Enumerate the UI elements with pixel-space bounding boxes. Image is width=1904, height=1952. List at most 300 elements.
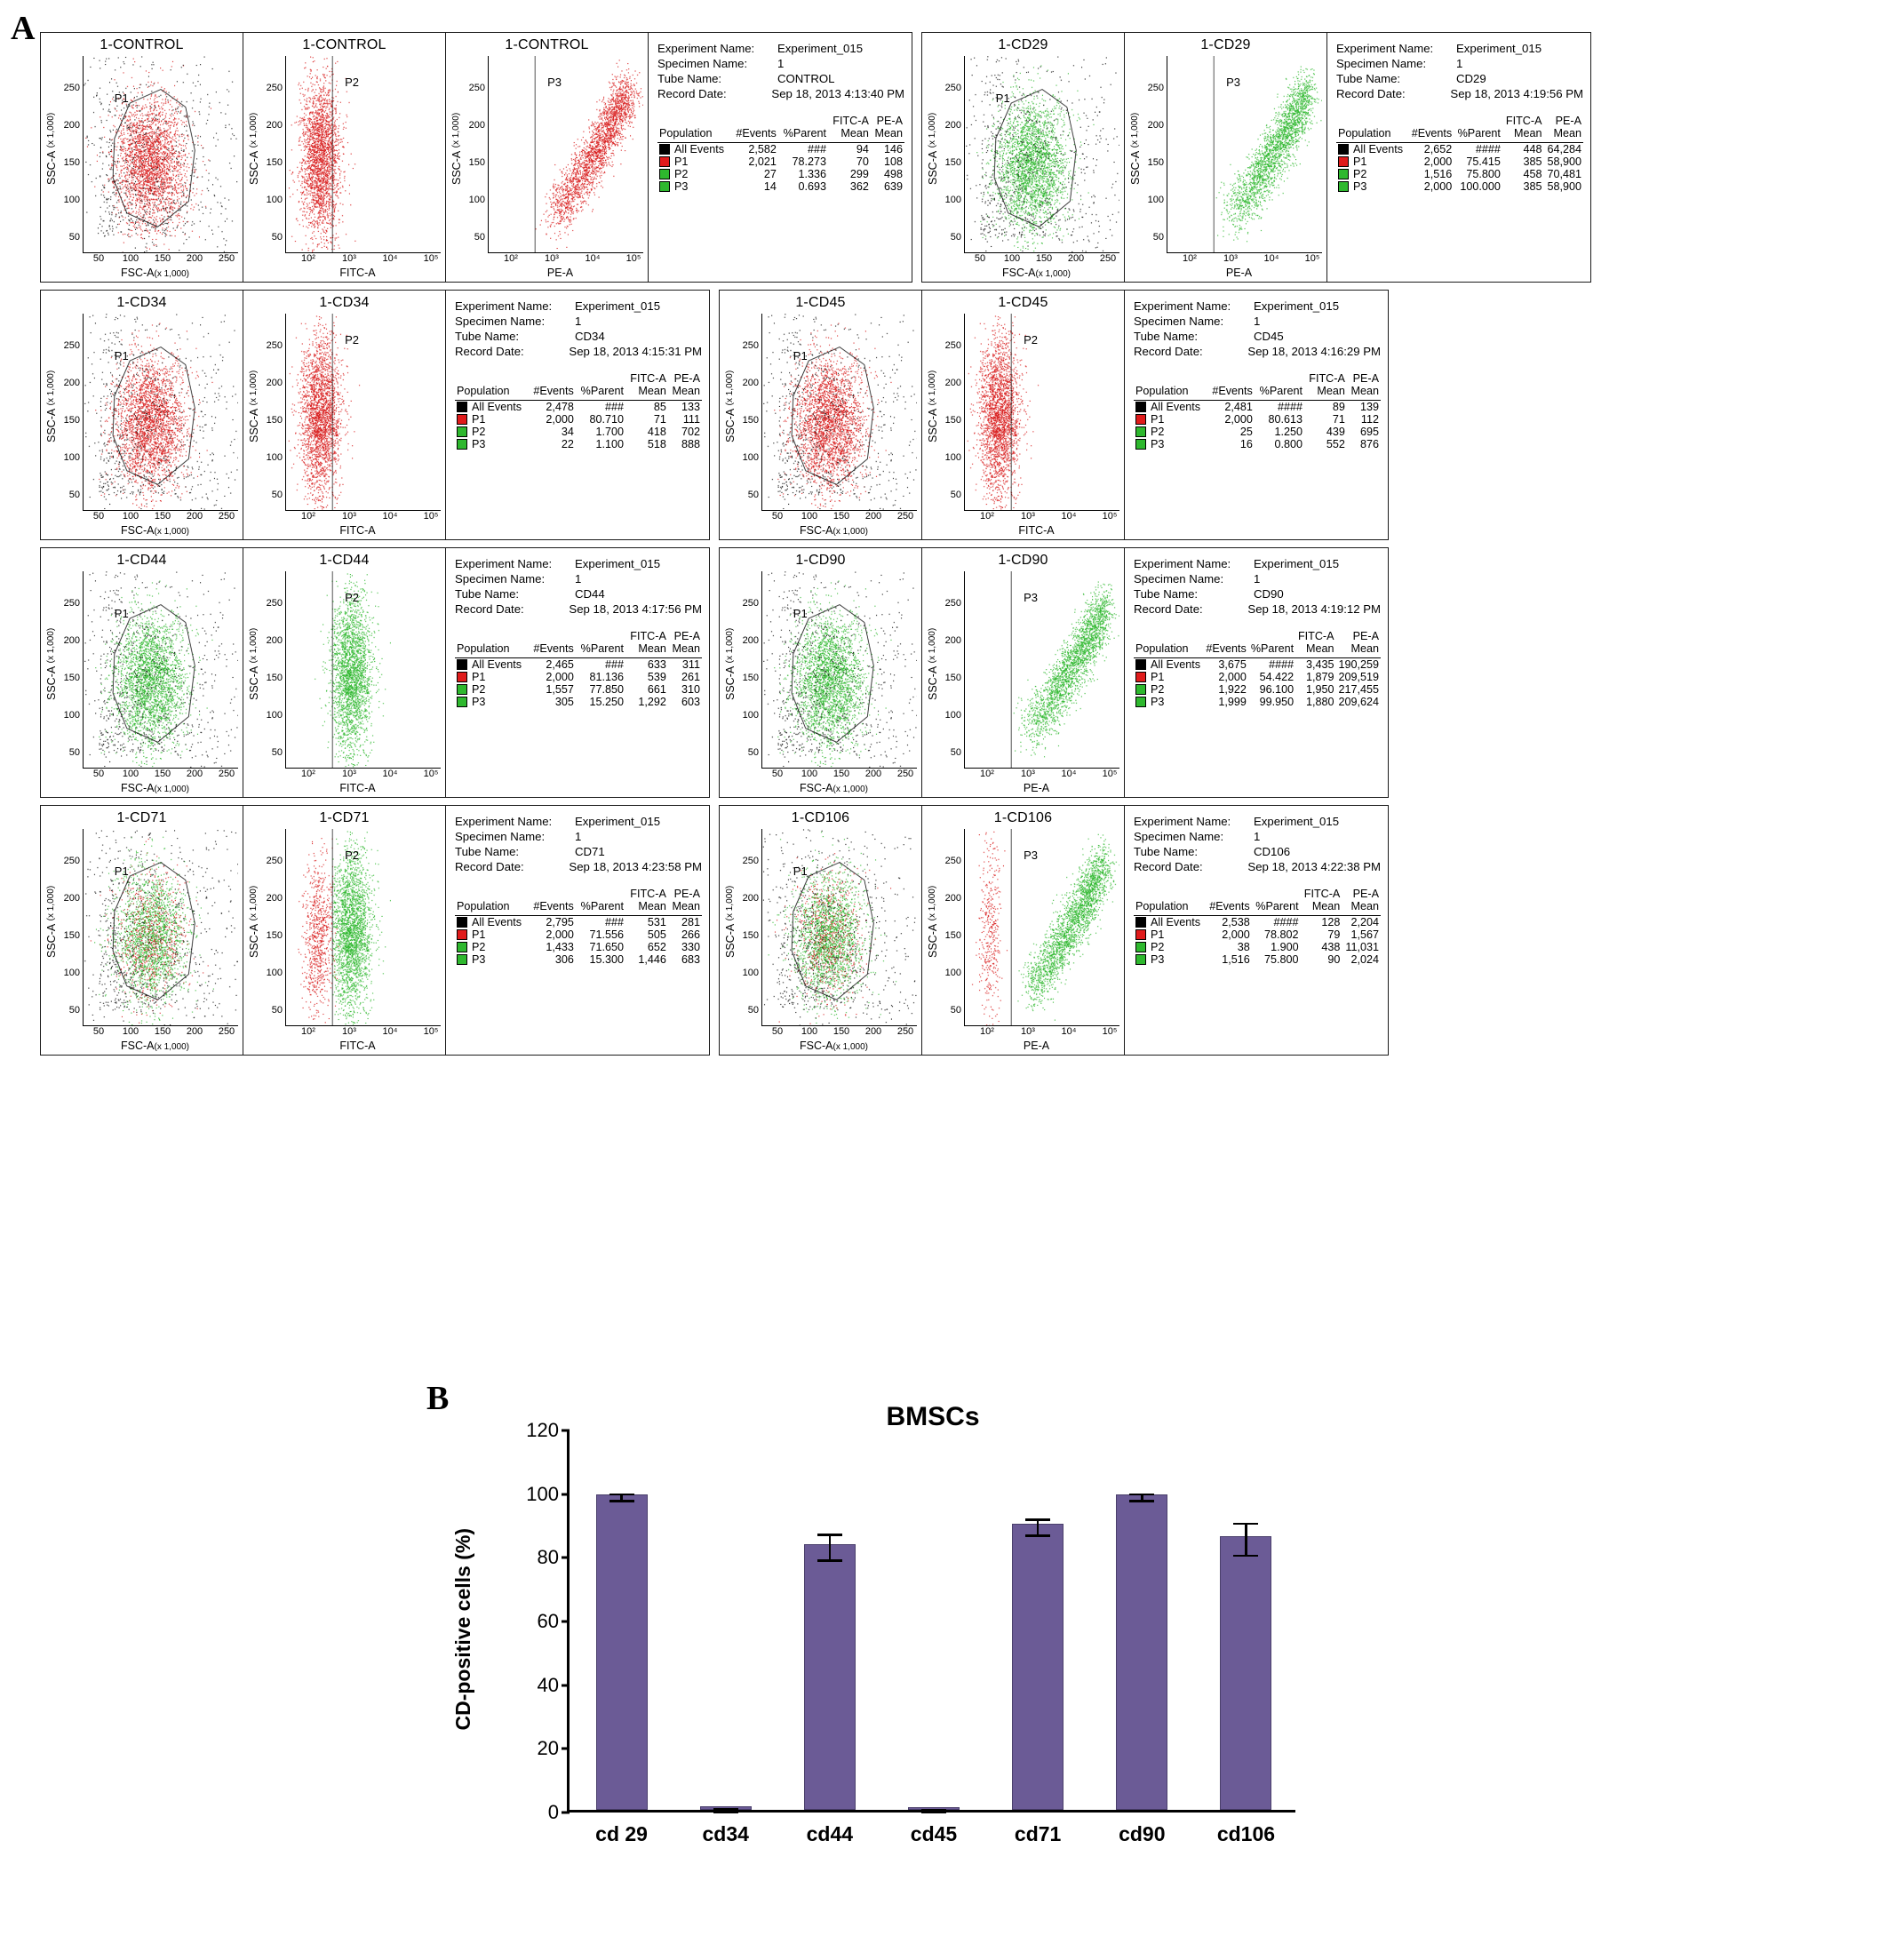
y-tick: 50 <box>747 1005 759 1016</box>
stats-meta-label: Specimen Name: <box>1134 830 1224 843</box>
dot-plot-title: 1-CONTROL <box>302 37 386 52</box>
dot-plot-control-2 <box>243 33 446 282</box>
population-label: P2 <box>472 682 486 696</box>
flow-group-cd44 <box>40 547 710 798</box>
y-tick: 50 <box>1152 232 1164 243</box>
x-axis-ticks <box>285 511 441 524</box>
y-tick: 200 <box>63 378 80 388</box>
y-axis-label <box>724 829 738 1026</box>
population-cell <box>455 438 529 450</box>
table-row <box>1134 400 1381 413</box>
pe-mean-cell: 281 <box>681 915 700 928</box>
stats-meta-label: Experiment Name: <box>1134 299 1231 313</box>
y-axis-name: SSC-A <box>927 408 939 442</box>
col-header-fitc-mean: Mean <box>638 642 666 655</box>
col-spacer2 <box>1407 115 1454 127</box>
table-row <box>657 180 904 193</box>
table-row <box>455 413 702 426</box>
y-tick: 50 <box>271 232 283 243</box>
y-tick: 150 <box>944 415 961 426</box>
stats-table <box>1134 372 1381 450</box>
x-tick: 10⁴ <box>1061 1026 1077 1037</box>
flow-cytometry-panel <box>40 32 1866 1063</box>
dot-plot-title: 1-CD45 <box>795 295 846 310</box>
fitc-mean-cell: 79 <box>1327 928 1341 941</box>
stats-table <box>657 115 904 193</box>
events-cell: 2,000 <box>1423 155 1453 168</box>
col-header-pe: PE-A <box>1555 115 1581 127</box>
col-header-events: #Events <box>533 900 574 912</box>
pe-mean-cell: 1,567 <box>1350 928 1379 941</box>
gate-label: P2 <box>345 76 360 90</box>
y-tick: 100 <box>1147 195 1164 205</box>
population-label: P2 <box>1151 682 1165 696</box>
population-color-swatch <box>457 929 467 940</box>
x-tick: 10² <box>301 769 315 779</box>
y-axis-scale: (x 1,000) <box>725 885 735 920</box>
chart-bar <box>1116 1494 1167 1810</box>
col-header-fitc-mean: Mean <box>1317 385 1345 397</box>
x-tick: 200 <box>186 253 203 264</box>
events-cell: 22 <box>561 437 574 450</box>
percent-parent-cell: 0.800 <box>1274 437 1303 450</box>
col-header-fitc-mean: Mean <box>840 127 869 139</box>
fitc-mean-cell: 89 <box>1332 400 1345 413</box>
stats-meta-value: 1 <box>777 57 785 70</box>
col-header-pe: PE-A <box>1352 372 1379 385</box>
fitc-mean-cell: 418 <box>647 425 666 438</box>
population-color-swatch <box>1135 426 1146 437</box>
x-tick: 50 <box>92 253 105 264</box>
y-tick: 50 <box>271 747 283 758</box>
percent-parent-cell: 81.136 <box>589 670 624 683</box>
dot-plot-control-1 <box>41 33 243 282</box>
population-color-swatch <box>457 426 467 437</box>
x-tick: 10⁵ <box>1102 511 1118 522</box>
y-axis-name: SSC-A <box>248 923 260 958</box>
pe-mean-cell: 146 <box>883 142 903 155</box>
fitc-mean-cell: 448 <box>1523 142 1542 155</box>
chart-error-bar <box>1037 1518 1040 1534</box>
y-tick: 200 <box>944 635 961 646</box>
stats-meta-row <box>455 299 702 313</box>
x-tick: 10⁵ <box>1102 769 1118 779</box>
y-tick: 250 <box>944 340 961 351</box>
y-axis-name: SSC-A <box>927 665 939 700</box>
flow-group-cd90 <box>719 547 1389 798</box>
fitc-mean-cell: 70 <box>856 155 869 168</box>
y-axis-scale: (x 1,000) <box>46 885 56 920</box>
panel-b-letter: B <box>426 1380 450 1417</box>
y-axis-name: SSC-A <box>248 408 260 442</box>
stats-panel-cd29 <box>1327 33 1590 282</box>
y-axis-ticks <box>262 829 285 1026</box>
x-tick: 10³ <box>342 511 356 522</box>
x-tick: 250 <box>896 769 914 779</box>
col-header-parent: %Parent <box>580 642 624 655</box>
population-color-swatch <box>457 402 467 412</box>
events-cell: 305 <box>554 695 574 708</box>
x-tick: 10⁵ <box>423 1026 439 1037</box>
x-tick: 50 <box>92 511 105 522</box>
y-axis-ticks <box>60 829 83 1026</box>
flow-row-1 <box>40 32 1866 283</box>
table-row <box>455 696 702 708</box>
stats-meta-value: Sep 18, 2013 4:19:56 PM <box>1450 87 1583 100</box>
dot-plot-canvas <box>761 571 917 769</box>
y-tick: 100 <box>742 968 759 978</box>
col-spacer3 <box>1252 888 1301 900</box>
stats-meta-label: Tube Name: <box>455 330 520 343</box>
col-header-parent: %Parent <box>580 900 624 912</box>
col-header-parent: %Parent <box>783 127 826 139</box>
dot-plot-canvas <box>285 571 441 769</box>
col-header-pe: PE-A <box>673 888 700 900</box>
stats-meta-row <box>1134 815 1381 828</box>
y-axis-label <box>927 314 941 511</box>
y-axis-name: SSC-A <box>450 150 463 185</box>
x-axis-label: FITC-A <box>339 267 376 279</box>
y-tick: 200 <box>944 378 961 388</box>
population-label: P1 <box>1353 155 1367 168</box>
population-color-swatch <box>659 144 670 155</box>
population-cell <box>455 941 529 953</box>
percent-parent-cell: 1.700 <box>595 425 624 438</box>
dot-plot-canvas <box>285 56 441 253</box>
chart-error-bar <box>829 1534 832 1559</box>
population-cell <box>1134 400 1207 413</box>
y-tick: 200 <box>266 893 283 904</box>
population-label: P1 <box>472 928 486 941</box>
gate-label: P3 <box>547 76 562 90</box>
y-tick: 150 <box>266 673 283 683</box>
stats-table <box>1336 115 1583 193</box>
x-tick: 10⁵ <box>423 511 439 522</box>
y-tick: 150 <box>266 157 283 168</box>
stats-meta-row <box>1134 557 1381 570</box>
y-axis-label <box>724 571 738 769</box>
y-tick: 50 <box>747 747 759 758</box>
dot-plot-canvas <box>83 314 238 511</box>
stats-meta-label: Experiment Name: <box>455 815 553 828</box>
x-tick: 150 <box>1035 253 1053 264</box>
fitc-mean-cell: 71 <box>1332 412 1345 426</box>
col-header-fitc-mean: Mean <box>638 385 666 397</box>
col-spacer <box>1134 630 1203 642</box>
x-tick: 10³ <box>1021 769 1035 779</box>
x-tick: 250 <box>1099 253 1117 264</box>
col-spacer <box>657 115 731 127</box>
x-axis-ticks <box>83 1026 238 1040</box>
pe-mean-cell: 209,624 <box>1338 695 1379 708</box>
chart-bar <box>596 1494 648 1810</box>
x-tick: 150 <box>154 769 171 779</box>
x-tick: 250 <box>218 769 235 779</box>
dot-plot-cd45-1 <box>720 291 922 539</box>
stats-meta-value: 1 <box>575 830 582 843</box>
stats-meta-value: Experiment_015 <box>575 299 661 313</box>
y-tick: 250 <box>944 83 961 93</box>
x-tick: 100 <box>1003 253 1021 264</box>
stats-meta-row <box>455 315 702 328</box>
y-tick: 50 <box>950 490 961 500</box>
y-axis-scale: (x 1,000) <box>928 370 937 405</box>
chart-title: BMSCs <box>886 1402 980 1431</box>
population-label: P2 <box>472 425 486 438</box>
col-spacer2 <box>1203 630 1247 642</box>
percent-parent-cell: #### <box>1273 915 1299 928</box>
table-row <box>1134 953 1381 966</box>
col-header-fitc: FITC-A <box>1505 115 1542 127</box>
table-row <box>1134 657 1381 671</box>
col-header-events: #Events <box>1212 385 1253 397</box>
table-row <box>1134 941 1381 953</box>
dot-plot-title: 1-CD90 <box>795 553 846 568</box>
stats-table <box>455 372 702 450</box>
stats-meta-row <box>1336 57 1583 70</box>
events-cell: 1,516 <box>1222 952 1250 966</box>
stats-meta-row <box>1134 572 1381 586</box>
x-axis-label: FSC-A(x 1,000) <box>800 1040 868 1052</box>
x-axis-label: FSC-A(x 1,000) <box>121 782 189 794</box>
x-tick: 250 <box>218 253 235 264</box>
y-tick: 250 <box>63 598 80 609</box>
y-tick: 250 <box>63 856 80 866</box>
chart-error-cap <box>609 1494 634 1496</box>
dot-plot-cd34-1 <box>41 291 243 539</box>
dot-plot-title: 1-CD45 <box>998 295 1048 310</box>
stats-panel-cd90 <box>1125 548 1388 797</box>
y-axis-ticks <box>465 56 488 253</box>
stats-meta-label: Specimen Name: <box>657 57 748 70</box>
chart-error-cap <box>1025 1534 1050 1537</box>
stats-meta-label: Specimen Name: <box>455 315 546 328</box>
x-tick: 10⁴ <box>382 1026 398 1037</box>
col-spacer2 <box>529 630 576 642</box>
stats-panel-control <box>649 33 912 282</box>
pe-mean-cell: 217,455 <box>1338 682 1379 696</box>
population-label: P3 <box>1151 695 1165 708</box>
flow-group-cd106 <box>719 805 1389 1056</box>
y-axis-ticks <box>60 56 83 253</box>
col-header-pe-mean: Mean <box>1350 642 1379 655</box>
population-cell <box>1134 953 1206 966</box>
stats-meta-label: Record Date: <box>455 860 524 873</box>
population-cell <box>1134 928 1206 941</box>
col-header-events: #Events <box>1411 127 1453 139</box>
population-label: P3 <box>472 952 486 966</box>
population-color-swatch <box>1135 672 1146 682</box>
y-axis-label <box>1129 56 1143 253</box>
percent-parent-cell: ### <box>604 915 624 928</box>
population-cell <box>1134 657 1203 671</box>
stats-panel-cd44 <box>446 548 709 797</box>
population-cell <box>1134 696 1203 708</box>
y-axis-ticks <box>262 56 285 253</box>
chart-y-axis-label: CD-positive cells (%) <box>451 1528 474 1731</box>
dot-plot-cd45-2 <box>922 291 1125 539</box>
dot-plot-title: 1-CD106 <box>993 810 1053 825</box>
population-color-swatch <box>457 954 467 965</box>
y-tick: 150 <box>266 930 283 941</box>
x-axis-ticks <box>488 253 643 267</box>
stats-meta-value: 1 <box>575 315 582 328</box>
col-spacer2 <box>529 372 576 385</box>
y-axis-label <box>450 56 465 253</box>
population-label: P3 <box>472 437 486 450</box>
x-tick: 10⁴ <box>382 253 398 264</box>
percent-parent-cell: 80.613 <box>1268 412 1303 426</box>
population-cell <box>1336 142 1407 155</box>
x-tick: 50 <box>974 253 986 264</box>
chart-error-cap <box>1233 1523 1258 1526</box>
dot-plot-title: 1-CD29 <box>1200 37 1251 52</box>
dot-plot-canvas <box>761 314 917 511</box>
population-color-swatch <box>457 414 467 425</box>
y-tick: 50 <box>68 1005 80 1016</box>
population-color-swatch <box>1135 684 1146 695</box>
y-tick: 50 <box>271 1005 283 1016</box>
gate-label: P1 <box>793 606 808 620</box>
y-tick: 200 <box>944 893 961 904</box>
dot-plot-canvas <box>83 829 238 1026</box>
fitc-mean-cell: 1,292 <box>638 695 666 708</box>
stats-meta-row <box>455 557 702 570</box>
x-axis-ticks <box>761 769 917 782</box>
y-tick: 250 <box>266 856 283 866</box>
chart-error-cap <box>817 1559 842 1562</box>
x-tick: 10⁵ <box>423 769 439 779</box>
pe-mean-cell: 876 <box>1359 437 1379 450</box>
population-label: P2 <box>1151 940 1165 953</box>
flow-row-3 <box>40 547 1866 798</box>
stats-meta-label: Tube Name: <box>1134 587 1199 601</box>
table-row <box>1134 426 1381 438</box>
chart-x-label: cd44 <box>806 1822 854 1845</box>
y-axis-name: SSC-A <box>248 665 260 700</box>
table-row <box>1134 915 1381 928</box>
col-spacer3 <box>576 630 625 642</box>
fitc-mean-cell: 661 <box>647 682 666 696</box>
x-tick: 10⁴ <box>382 511 398 522</box>
stats-meta-label: Experiment Name: <box>1134 557 1231 570</box>
dot-plot-canvas <box>285 314 441 511</box>
col-spacer <box>455 888 529 900</box>
table-row <box>455 426 702 438</box>
y-tick: 50 <box>950 232 961 243</box>
percent-parent-cell: 1.336 <box>798 167 826 180</box>
col-header-population: Population <box>1135 385 1189 397</box>
stats-meta-value: 1 <box>575 572 582 586</box>
x-tick: 200 <box>864 1026 882 1037</box>
percent-parent-cell: 78.273 <box>792 155 826 168</box>
pe-mean-cell: 111 <box>682 412 700 426</box>
pe-mean-cell: 58,900 <box>1547 179 1581 193</box>
table-row <box>455 400 702 413</box>
col-header-events: #Events <box>1206 642 1247 655</box>
x-tick: 10⁴ <box>585 253 601 264</box>
x-tick: 10⁵ <box>423 253 439 264</box>
events-cell: 2,000 <box>1423 179 1453 193</box>
y-axis-label <box>248 571 262 769</box>
y-axis-label <box>248 56 262 253</box>
col-header-population: Population <box>457 900 510 912</box>
x-axis-ticks <box>285 253 441 267</box>
population-label: All Events <box>1353 142 1403 155</box>
x-tick: 100 <box>801 1026 818 1037</box>
chart-error-cap <box>1233 1555 1258 1558</box>
dot-plot-title: 1-CD106 <box>791 810 850 825</box>
stats-meta-label: Tube Name: <box>455 845 520 858</box>
population-cell <box>657 168 731 180</box>
population-label: P3 <box>1353 179 1367 193</box>
chart-error-cap <box>609 1500 634 1502</box>
table-row <box>1134 696 1381 708</box>
y-tick: 150 <box>944 673 961 683</box>
stats-meta-label: Specimen Name: <box>1336 57 1427 70</box>
y-axis-label <box>45 56 60 253</box>
col-header-fitc: FITC-A <box>833 115 869 127</box>
chart-bar <box>1012 1524 1064 1810</box>
y-axis-ticks <box>60 571 83 769</box>
percent-parent-cell: 1.900 <box>1271 940 1299 953</box>
dot-plot-title: 1-CD71 <box>116 810 167 825</box>
col-spacer2 <box>529 888 576 900</box>
col-header-fitc-mean: Mean <box>1306 642 1334 655</box>
y-tick: 250 <box>63 83 80 93</box>
x-axis-label: FSC-A(x 1,000) <box>121 524 189 537</box>
fitc-mean-cell: 552 <box>1326 437 1345 450</box>
stats-meta-row <box>455 815 702 828</box>
x-axis-ticks <box>83 253 238 267</box>
panel-a-letter: A <box>11 10 36 47</box>
x-tick: 10³ <box>1223 253 1238 264</box>
stats-meta-value: Experiment_015 <box>1456 42 1542 55</box>
x-tick: 10³ <box>1021 511 1035 522</box>
y-tick: 150 <box>944 157 961 168</box>
chart-error-cap <box>921 1812 946 1814</box>
pe-mean-cell: 64,284 <box>1547 142 1581 155</box>
pe-mean-cell: 108 <box>883 155 903 168</box>
y-tick: 100 <box>944 710 961 721</box>
y-tick: 250 <box>742 598 759 609</box>
bar-chart-panel <box>451 1395 1564 1928</box>
population-color-swatch <box>457 439 467 450</box>
x-tick: 10³ <box>545 253 559 264</box>
y-tick: 50 <box>271 490 283 500</box>
percent-parent-cell: 77.850 <box>589 682 624 696</box>
col-header-fitc-mean: Mean <box>1311 900 1341 912</box>
fitc-mean-cell: 128 <box>1321 915 1341 928</box>
population-cell <box>1134 671 1203 683</box>
fitc-mean-cell: 94 <box>856 142 869 155</box>
fitc-mean-cell: 71 <box>653 412 666 426</box>
chart-error-cap <box>713 1811 738 1813</box>
y-axis-label <box>927 829 941 1026</box>
stats-table <box>455 888 702 966</box>
table-row <box>455 941 702 953</box>
col-header-pe-mean: Mean <box>874 127 903 139</box>
y-tick: 150 <box>1147 157 1164 168</box>
y-tick: 50 <box>68 232 80 243</box>
chart-plot-area <box>526 1419 1295 1845</box>
dot-plot-title: 1-CD44 <box>319 553 370 568</box>
col-spacer3 <box>576 372 625 385</box>
stats-meta-label: Tube Name: <box>1134 845 1199 858</box>
events-cell: 1,999 <box>1218 695 1247 708</box>
col-spacer2 <box>731 115 778 127</box>
population-label: P2 <box>472 940 486 953</box>
